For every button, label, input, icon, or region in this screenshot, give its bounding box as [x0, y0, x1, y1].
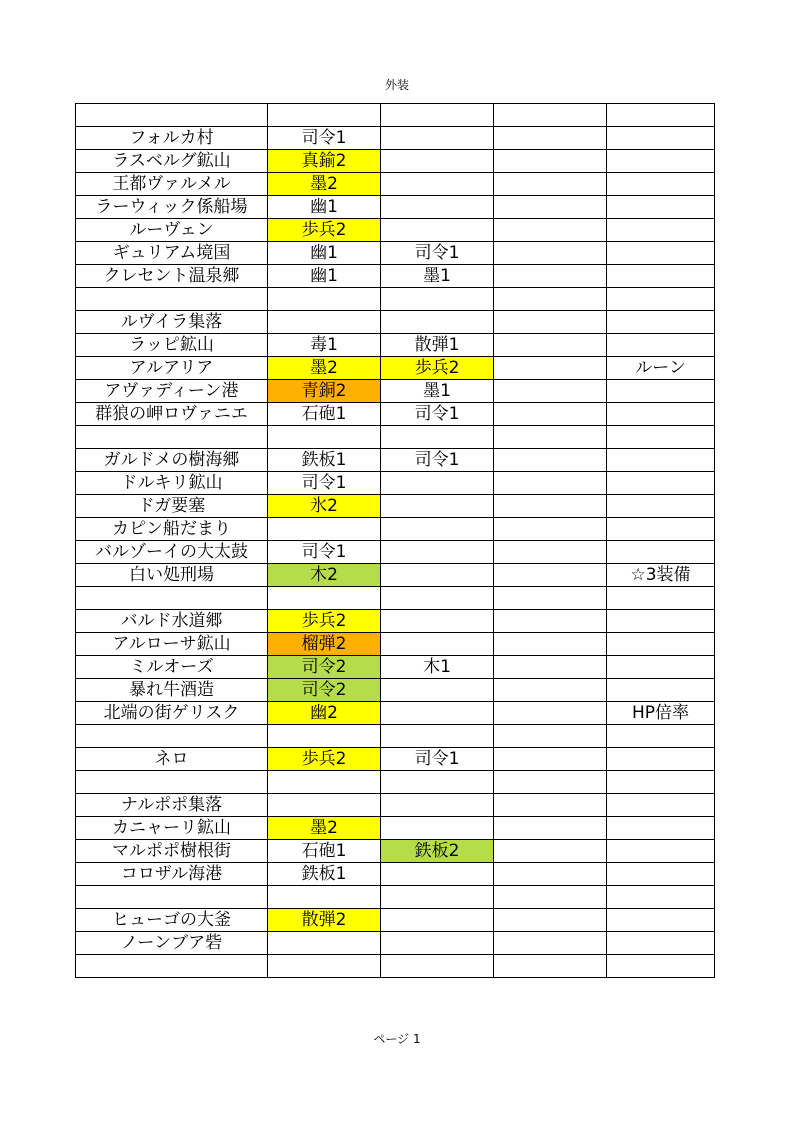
note-cell — [607, 863, 715, 886]
reward-cell-2 — [381, 955, 494, 978]
note-cell — [607, 403, 715, 426]
note-cell — [607, 449, 715, 472]
location-cell: バルド水道郷 — [76, 610, 268, 633]
reward-cell-2 — [381, 541, 494, 564]
location-cell: ギュリアム境国 — [76, 242, 268, 265]
reward-cell-1 — [268, 288, 381, 311]
equipment-table — [75, 103, 715, 978]
reward-cell-2 — [381, 150, 494, 173]
table-row — [76, 173, 715, 196]
table-row — [76, 702, 715, 725]
reward-cell-1: 幽1 — [268, 196, 381, 219]
location-cell — [76, 104, 268, 127]
note-cell — [607, 932, 715, 955]
table-row — [76, 955, 715, 978]
reward-cell-2 — [381, 794, 494, 817]
reward-cell-3 — [494, 472, 607, 495]
table-row — [76, 104, 715, 127]
location-cell: 白い処刑場 — [76, 564, 268, 587]
table-row — [76, 219, 715, 242]
reward-cell-2 — [381, 932, 494, 955]
reward-cell-3 — [494, 495, 607, 518]
table-row — [76, 334, 715, 357]
location-cell: ラッピ鉱山 — [76, 334, 268, 357]
table-row — [76, 150, 715, 173]
table-row — [76, 587, 715, 610]
table-row — [76, 495, 715, 518]
note-cell — [607, 886, 715, 909]
reward-cell-1: 鉄板1 — [268, 449, 381, 472]
location-cell: コロザル海港 — [76, 863, 268, 886]
note-cell — [607, 104, 715, 127]
location-cell: ミルオーズ — [76, 656, 268, 679]
reward-cell-3 — [494, 403, 607, 426]
reward-cell-3 — [494, 771, 607, 794]
reward-cell-3 — [494, 104, 607, 127]
reward-cell-3 — [494, 817, 607, 840]
location-cell — [76, 587, 268, 610]
reward-cell-2 — [381, 495, 494, 518]
note-cell — [607, 380, 715, 403]
note-cell — [607, 311, 715, 334]
reward-cell-2: 鉄板2 — [381, 840, 494, 863]
reward-cell-1 — [268, 104, 381, 127]
reward-cell-3 — [494, 541, 607, 564]
location-cell: 暴れ牛酒造 — [76, 679, 268, 702]
reward-cell-3 — [494, 633, 607, 656]
reward-cell-3 — [494, 426, 607, 449]
reward-cell-2 — [381, 426, 494, 449]
location-cell — [76, 886, 268, 909]
reward-cell-3 — [494, 610, 607, 633]
reward-cell-1: 司令1 — [268, 541, 381, 564]
reward-cell-1 — [268, 311, 381, 334]
note-cell — [607, 127, 715, 150]
note-cell — [607, 633, 715, 656]
location-cell: アルアリア — [76, 357, 268, 380]
location-cell: バルゾーイの大太鼓 — [76, 541, 268, 564]
note-cell — [607, 288, 715, 311]
location-cell — [76, 288, 268, 311]
reward-cell-2 — [381, 219, 494, 242]
reward-cell-3 — [494, 725, 607, 748]
table-row — [76, 771, 715, 794]
reward-cell-2 — [381, 679, 494, 702]
note-cell: ルーン — [607, 357, 715, 380]
reward-cell-1: 墨2 — [268, 173, 381, 196]
reward-cell-1 — [268, 955, 381, 978]
reward-cell-2: 木1 — [381, 656, 494, 679]
note-cell — [607, 587, 715, 610]
table-row — [76, 863, 715, 886]
reward-cell-3 — [494, 196, 607, 219]
reward-cell-3 — [494, 219, 607, 242]
note-cell — [607, 518, 715, 541]
location-cell — [76, 771, 268, 794]
reward-cell-3 — [494, 242, 607, 265]
reward-cell-1: 散弾2 — [268, 909, 381, 932]
reward-cell-3 — [494, 150, 607, 173]
reward-cell-3 — [494, 564, 607, 587]
reward-cell-2: 歩兵2 — [381, 357, 494, 380]
page-title: 外装 — [384, 78, 409, 92]
table-row — [76, 817, 715, 840]
table-row — [76, 909, 715, 932]
reward-cell-1: 榴弾2 — [268, 633, 381, 656]
table-row — [76, 564, 715, 587]
reward-cell-1: 歩兵2 — [268, 610, 381, 633]
location-cell: ラスベルグ鉱山 — [76, 150, 268, 173]
reward-cell-2 — [381, 909, 494, 932]
location-cell: クレセント温泉郷 — [76, 265, 268, 288]
table-row — [76, 265, 715, 288]
note-cell — [607, 610, 715, 633]
reward-cell-1: 青銅2 — [268, 380, 381, 403]
reward-cell-1: 石砲1 — [268, 840, 381, 863]
note-cell — [607, 794, 715, 817]
location-cell: 北端の街ゲリスク — [76, 702, 268, 725]
reward-cell-1: 司令2 — [268, 656, 381, 679]
table-row — [76, 748, 715, 771]
location-cell — [76, 426, 268, 449]
reward-cell-2: 司令1 — [381, 403, 494, 426]
reward-cell-2 — [381, 127, 494, 150]
note-cell: HP倍率 — [607, 702, 715, 725]
reward-cell-2 — [381, 518, 494, 541]
reward-cell-1: 石砲1 — [268, 403, 381, 426]
note-cell — [607, 495, 715, 518]
reward-cell-1: 毒1 — [268, 334, 381, 357]
note-cell — [607, 840, 715, 863]
table-row — [76, 380, 715, 403]
location-cell: ノーンブア砦 — [76, 932, 268, 955]
reward-cell-1: 幽1 — [268, 265, 381, 288]
reward-cell-3 — [494, 794, 607, 817]
reward-cell-3 — [494, 587, 607, 610]
reward-cell-3 — [494, 679, 607, 702]
reward-cell-1: 司令2 — [268, 679, 381, 702]
location-cell: ガルドメの樹海郷 — [76, 449, 268, 472]
reward-cell-1 — [268, 771, 381, 794]
reward-cell-2 — [381, 886, 494, 909]
reward-cell-1: 真鍮2 — [268, 150, 381, 173]
reward-cell-3 — [494, 357, 607, 380]
reward-cell-2 — [381, 173, 494, 196]
reward-cell-2 — [381, 633, 494, 656]
reward-cell-1 — [268, 518, 381, 541]
table-row — [76, 656, 715, 679]
reward-cell-1: 氷2 — [268, 495, 381, 518]
reward-cell-2: 墨1 — [381, 380, 494, 403]
reward-cell-1: 歩兵2 — [268, 219, 381, 242]
table-body — [76, 104, 715, 978]
table-row — [76, 357, 715, 380]
location-cell: 群狼の岬ロヴァニエ — [76, 403, 268, 426]
reward-cell-2 — [381, 725, 494, 748]
note-cell — [607, 771, 715, 794]
note-cell — [607, 725, 715, 748]
note-cell — [607, 817, 715, 840]
reward-cell-3 — [494, 702, 607, 725]
location-cell: 王都ヴァルメル — [76, 173, 268, 196]
reward-cell-1: 墨2 — [268, 357, 381, 380]
reward-cell-3 — [494, 449, 607, 472]
reward-cell-3 — [494, 518, 607, 541]
location-cell: カニャーリ鉱山 — [76, 817, 268, 840]
reward-cell-3 — [494, 656, 607, 679]
reward-cell-2 — [381, 104, 494, 127]
reward-cell-2: 司令1 — [381, 748, 494, 771]
reward-cell-1 — [268, 932, 381, 955]
table-row — [76, 242, 715, 265]
location-cell: アルローサ鉱山 — [76, 633, 268, 656]
location-cell: ルーヴェン — [76, 219, 268, 242]
reward-cell-3 — [494, 265, 607, 288]
reward-cell-2: 司令1 — [381, 242, 494, 265]
reward-cell-3 — [494, 334, 607, 357]
note-cell — [607, 679, 715, 702]
location-cell: ヒューゴの大釜 — [76, 909, 268, 932]
location-cell: ラーウィック係船場 — [76, 196, 268, 219]
note-cell — [607, 909, 715, 932]
reward-cell-2 — [381, 288, 494, 311]
table-row — [76, 541, 715, 564]
table-row — [76, 794, 715, 817]
note-cell — [607, 242, 715, 265]
reward-cell-3 — [494, 955, 607, 978]
reward-cell-2 — [381, 587, 494, 610]
location-cell: マルポポ樹根街 — [76, 840, 268, 863]
reward-cell-1 — [268, 725, 381, 748]
location-cell: ドガ要塞 — [76, 495, 268, 518]
location-cell: カピン船だまり — [76, 518, 268, 541]
reward-cell-2 — [381, 196, 494, 219]
note-cell — [607, 656, 715, 679]
reward-cell-3 — [494, 932, 607, 955]
table-row — [76, 196, 715, 219]
reward-cell-3 — [494, 127, 607, 150]
reward-cell-2 — [381, 564, 494, 587]
page-number: ページ 1 — [373, 1032, 421, 1046]
reward-cell-2: 散弾1 — [381, 334, 494, 357]
reward-cell-3 — [494, 863, 607, 886]
reward-cell-1 — [268, 794, 381, 817]
reward-cell-1 — [268, 587, 381, 610]
note-cell — [607, 334, 715, 357]
reward-cell-3 — [494, 748, 607, 771]
table-row — [76, 449, 715, 472]
reward-cell-1: 幽1 — [268, 242, 381, 265]
reward-cell-1: 歩兵2 — [268, 748, 381, 771]
reward-cell-1 — [268, 426, 381, 449]
location-cell: ドルキリ鉱山 — [76, 472, 268, 495]
table-row — [76, 518, 715, 541]
reward-cell-1 — [268, 886, 381, 909]
note-cell — [607, 219, 715, 242]
table-row — [76, 403, 715, 426]
note-cell — [607, 748, 715, 771]
table-row — [76, 311, 715, 334]
location-cell — [76, 955, 268, 978]
reward-cell-2 — [381, 771, 494, 794]
location-cell: ルヴイラ集落 — [76, 311, 268, 334]
reward-cell-1: 司令1 — [268, 127, 381, 150]
reward-cell-1: 司令1 — [268, 472, 381, 495]
reward-cell-3 — [494, 909, 607, 932]
reward-cell-1: 墨2 — [268, 817, 381, 840]
table-row — [76, 886, 715, 909]
note-cell — [607, 265, 715, 288]
location-cell: フォルカ村 — [76, 127, 268, 150]
table-row — [76, 127, 715, 150]
table-row — [76, 472, 715, 495]
reward-cell-3 — [494, 311, 607, 334]
reward-cell-3 — [494, 173, 607, 196]
table-row — [76, 932, 715, 955]
location-cell: ネロ — [76, 748, 268, 771]
note-cell — [607, 955, 715, 978]
reward-cell-3 — [494, 288, 607, 311]
reward-cell-2 — [381, 817, 494, 840]
reward-cell-1: 木2 — [268, 564, 381, 587]
table-row — [76, 610, 715, 633]
table-row — [76, 426, 715, 449]
reward-cell-2 — [381, 311, 494, 334]
location-cell — [76, 725, 268, 748]
note-cell — [607, 426, 715, 449]
table-row — [76, 633, 715, 656]
reward-cell-3 — [494, 886, 607, 909]
reward-cell-1: 鉄板1 — [268, 863, 381, 886]
note-cell — [607, 541, 715, 564]
reward-cell-3 — [494, 380, 607, 403]
reward-cell-2 — [381, 472, 494, 495]
reward-cell-2: 司令1 — [381, 449, 494, 472]
reward-cell-2 — [381, 610, 494, 633]
table-row — [76, 288, 715, 311]
note-cell — [607, 196, 715, 219]
table-row — [76, 679, 715, 702]
table-row — [76, 725, 715, 748]
table-row — [76, 840, 715, 863]
note-cell: ☆3装備 — [607, 564, 715, 587]
note-cell — [607, 173, 715, 196]
reward-cell-2 — [381, 702, 494, 725]
location-cell: ナルポポ集落 — [76, 794, 268, 817]
note-cell — [607, 472, 715, 495]
note-cell — [607, 150, 715, 173]
reward-cell-2 — [381, 863, 494, 886]
location-cell: アヴァディーン港 — [76, 380, 268, 403]
reward-cell-1: 幽2 — [268, 702, 381, 725]
reward-cell-3 — [494, 840, 607, 863]
reward-cell-2: 墨1 — [381, 265, 494, 288]
